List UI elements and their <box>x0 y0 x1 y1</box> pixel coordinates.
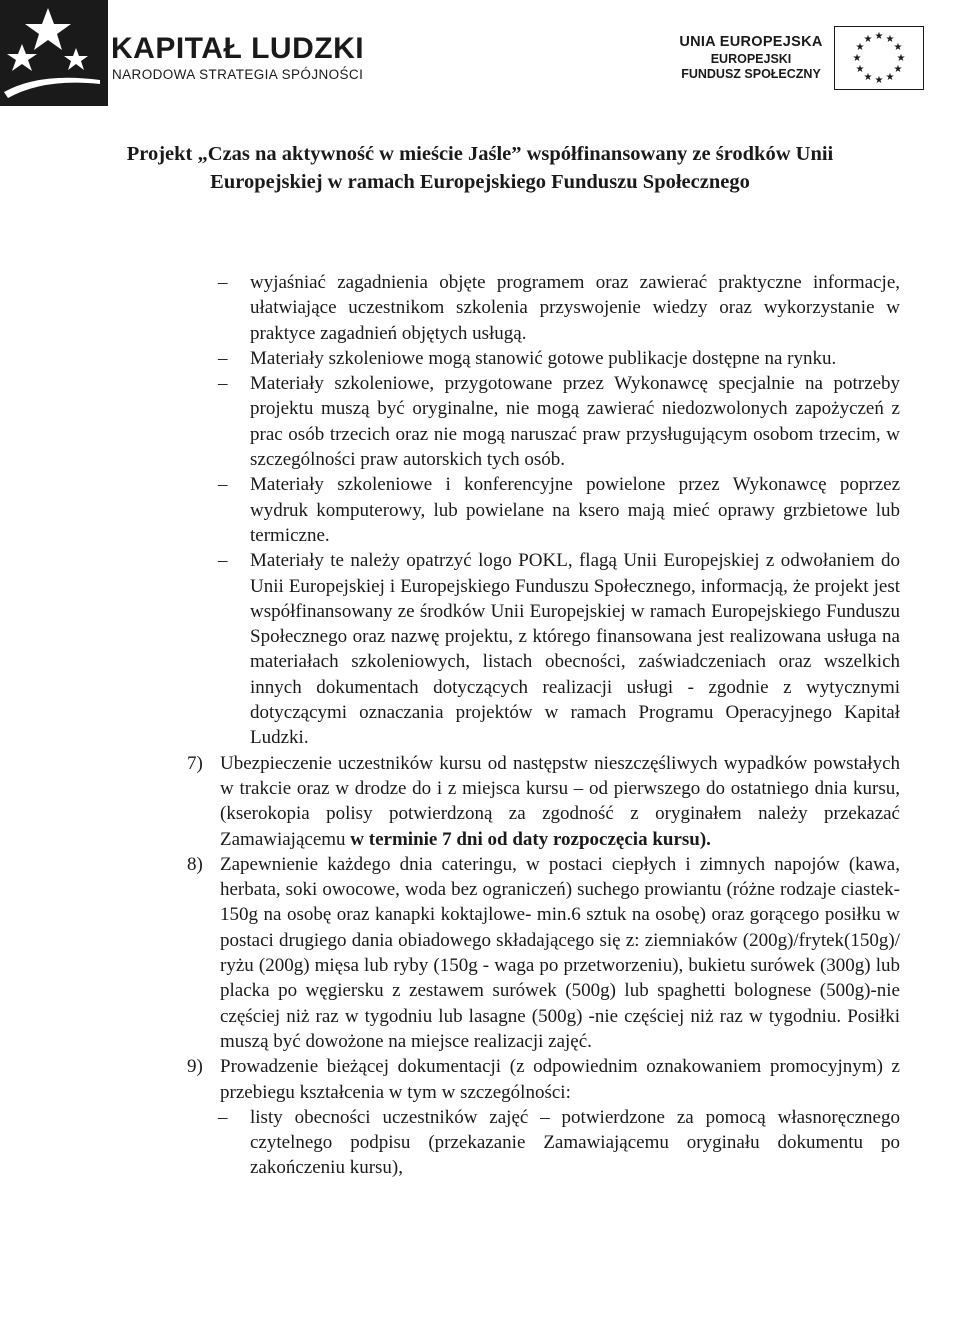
item-text: Zapewnienie każdego dnia cateringu, w postaci ciepłych i zimnych napojów (kawa, herbata, soki owocowe, woda bez ograniczeń) suchego prowiantu (różne rodzaje ciastek-150g na osobę oraz kanapki koktajlowe- min.6 sztuk na osobę) oraz gorącego posiłku w postaci drugiego dania obiadowego składającego się z: ziemniaków (200g)/frytek(150g)/ ryżu (200g) mięsa lub ryby (150g - waga po przetworzeniu), bukietu surówek (300g) lub placka po węgiersku z zestawem surówek (500g) lub spaghetti bolognese (500g)-nie częściej niż raz w tygodniu lub lasagne (500g) -nie częściej niż raz w tygodniu. Posiłki muszą być dowożone na miejsce realizacji zajęć. <box>220 853 900 1052</box>
kapital-ludzki-subtitle: NARODOWA STRATEGIA SPÓJNOŚCI <box>112 67 364 82</box>
document-body <box>0 270 960 1181</box>
svg-text:★: ★ <box>863 72 873 83</box>
svg-text:★: ★ <box>855 42 865 53</box>
svg-text:★: ★ <box>874 31 884 42</box>
list-item-text: Materiały szkoleniowe mogą stanowić gotowe publikacje dostępne na rynku. <box>250 347 837 369</box>
kapital-ludzki-stars-icon <box>0 0 108 106</box>
kapital-ludzki-title: KAPITAŁ LUDZKI <box>111 32 365 65</box>
eu-flag-stars-icon <box>834 26 924 90</box>
eu-logo-line1: UNIA EUROPEJSKA <box>679 34 823 50</box>
item-number: 8) <box>187 853 203 875</box>
kapital-ludzki-logo <box>0 0 380 110</box>
list-item <box>218 472 900 548</box>
dash-bullet: – <box>218 347 228 369</box>
eu-logo-line2: EUROPEJSKI <box>710 52 792 66</box>
item-text: Ubezpieczenie uczestników kursu od następstw nieszczęśliwych wypadków powstałych w trakcie oraz w drodze do i z miejsca kursu – od pierwszego do ostatniego dnia kursu, (kserokopia polisy potwierdzoną za zgodność z oryginałem należy przekazać Zamawiającemu <box>220 752 900 850</box>
svg-text:★: ★ <box>885 34 895 45</box>
dash-bullet: – <box>218 550 228 572</box>
list-item-text: wyjaśniać zagadnienia objęte programem oraz zawierać praktyczne informacje, ułatwiające uczestnikom szkolenia przyswojenie wiedzy oraz wykorzystanie w praktyce zagadnień objętych usługą. <box>250 272 900 344</box>
eu-logo <box>676 26 960 96</box>
list-item-text: Materiały te należy opatrzyć logo POKL, flagą Unii Europejskiej z odwołaniem do Unii Europejskiej i Europejskiego Funduszu Społecznego, informacją, że projekt jest współfinansowany ze środków Unii Europejskiej w ramach Europejskiego Funduszu Społecznego oraz nazwę projektu, z którego finansowana jest realizowana usługa na materiałach szkoleniowych, listach obecności, zaświadczeniach oraz wszelkich innych dokumentach dotyczących realizacji usługi - zgodnie z wytycznymi dotyczącymi oznaczania projektów w ramach Programu Operacyjnego Kapitał Ludzki. <box>250 550 900 749</box>
svg-text:★: ★ <box>863 34 873 45</box>
svg-text:★: ★ <box>855 64 865 75</box>
numbered-item-8 <box>187 852 900 1054</box>
list-item <box>218 346 900 371</box>
item-bold-text: w terminie 7 dni od daty rozpoczęcia kursu). <box>350 828 711 850</box>
dash-bullet: – <box>218 1106 228 1128</box>
svg-text:★: ★ <box>885 72 895 83</box>
sub-list-item <box>218 1105 900 1181</box>
item-text: Prowadzenie bieżącej dokumentacji (z odpowiednim oznakowaniem promocyjnym) z przebiegu kształcenia w tym w szczególności: <box>220 1056 900 1103</box>
numbered-item-7 <box>187 751 900 852</box>
dash-bullet: – <box>218 272 228 293</box>
list-item-text: Materiały szkoleniowe i konferencyjne powielone przez Wykonawcę poprzez wydruk komputerowy, lub powielane na ksero mają mieć oprawy grzbietowe lub termiczne. <box>250 474 900 546</box>
list-item <box>218 371 900 472</box>
list-item <box>218 548 900 750</box>
project-heading <box>60 140 900 196</box>
eu-logo-text <box>676 34 826 82</box>
eu-logo-line3: FUNDUSZ SPOŁECZNY <box>681 67 821 81</box>
project-heading-line2: Europejskiej w ramach Europejskiego Funduszu Społecznego <box>210 171 750 193</box>
list-item-text: Materiały szkoleniowe, przygotowane przez Wykonawcę specjalnie na potrzeby projektu muszą być oryginalne, nie mogą zawierać niedozwolonych zapożyczeń z prac osób trzecich oraz nie mogą naruszać praw przysługującym osobom trzecim, w szczególności praw autorskich tych osób. <box>250 373 900 471</box>
item-number: 9) <box>187 1056 203 1078</box>
project-heading-line1: Projekt „Czas na aktywność w mieście Jaśle” współfinansowany ze środków Unii <box>126 143 834 165</box>
svg-text:★: ★ <box>852 53 862 64</box>
sub-list-item-text: listy obecności uczestników zajęć – potwierdzone za pomocą własnoręcznego czytelnego podpisu (przekazanie Zamawiającemu oryginału dokumentu po zakończeniu kursu), <box>250 1106 900 1179</box>
svg-text:★: ★ <box>893 42 903 53</box>
svg-text:★: ★ <box>896 53 906 64</box>
list-item <box>218 270 900 346</box>
item-number: 7) <box>187 752 203 774</box>
numbered-item-9 <box>187 1054 900 1105</box>
svg-text:★: ★ <box>874 75 884 86</box>
dash-bullet: – <box>218 474 228 496</box>
dash-bullet: – <box>218 373 228 395</box>
svg-text:★: ★ <box>893 64 903 75</box>
